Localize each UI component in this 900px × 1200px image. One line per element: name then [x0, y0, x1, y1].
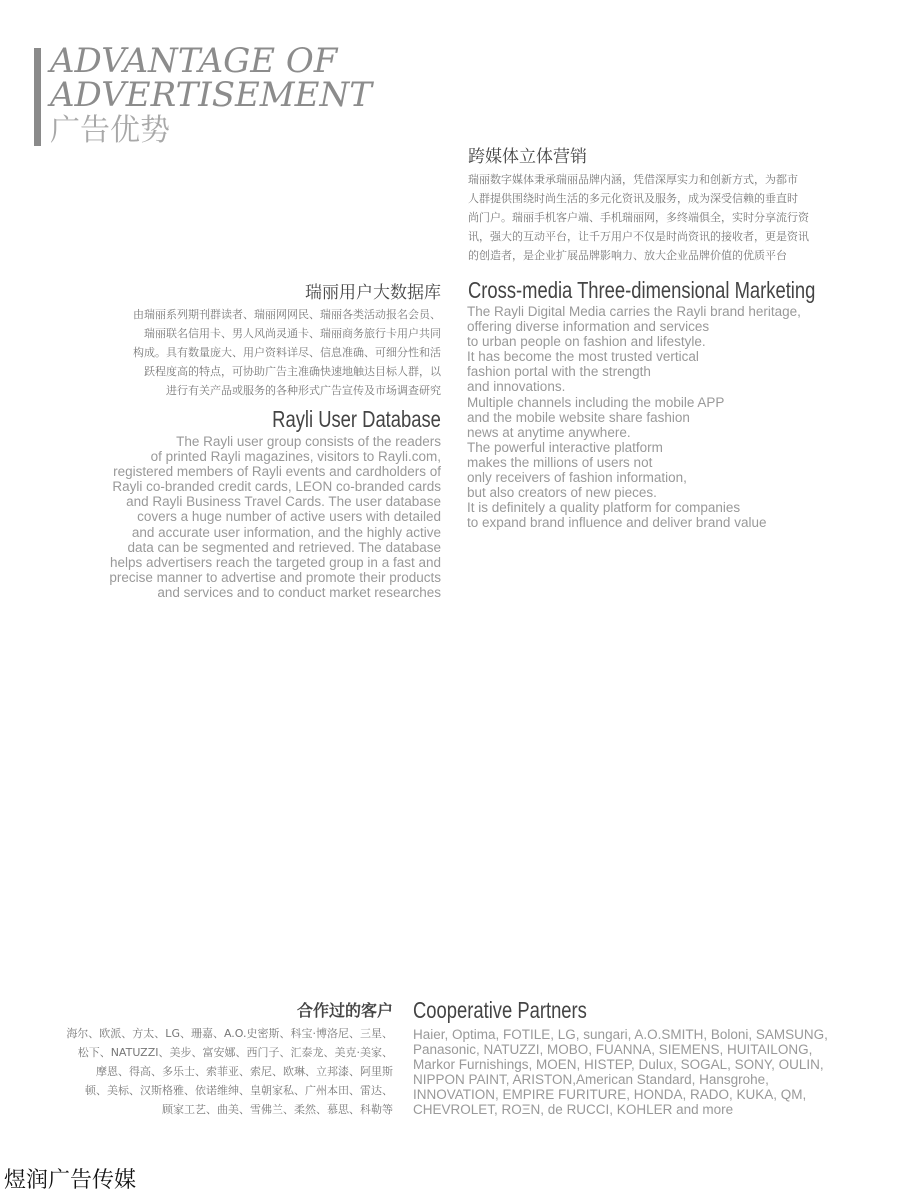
user-database-body-zh	[133, 305, 441, 400]
user-database-body-en-line: The Rayli user group consists of the readers	[176, 434, 441, 449]
user-database-body-en-line: and accurate user information, and the highly active	[131, 524, 441, 540]
cross-media-title-zh: 跨媒体立体营销	[468, 147, 587, 167]
cross-media-body-en-line: It has become the most trusted vertical	[467, 349, 699, 365]
cross-media-body-en-line: makes the millions of users not	[467, 454, 653, 470]
cross-media-body-en-line: only receivers of fashion information,	[467, 470, 687, 486]
partners-body-zh	[66, 1024, 393, 1119]
user-database-body-en	[109, 434, 441, 600]
user-database-title-zh: 瑞丽用户大数据库	[305, 283, 441, 303]
partners-body-en-line: Markor Furnishings, MOEN, HISTEP, Dulux, SOGAL, SONY, OULIN,	[413, 1057, 824, 1073]
partners-body-zh-line: 海尔、欧派、方太、LG、珊嘉、A.O.史密斯、科宝·博洛尼、三星、	[66, 1027, 393, 1040]
partners-body-zh-line: 松下、NATUZZI、美步、富安娜、西门子、汇泰龙、美克·美家、	[77, 1046, 393, 1059]
user-database-body-zh-line: 跃程度高的特点，可协助广告主准确快速地触达目标人群，以	[144, 365, 441, 378]
partners-body-en	[413, 1027, 828, 1118]
partners-body-en-line: NIPPON PAINT, ARISTON,American Standard, Hansgrohe,	[413, 1072, 769, 1088]
cross-media-body-en-line: to urban people on fashion and lifestyle.	[467, 334, 706, 350]
page-title-en-line2: ADVERTISEMENT	[50, 75, 372, 115]
cross-media-body-zh-line: 讯，强大的互动平台，让千万用户不仅是时尚资讯的接收者，更是资讯	[468, 230, 809, 243]
partners-title-en: Cooperative Partners	[413, 997, 587, 1023]
user-database-body-en-line: Rayli co-branded credit cards, LEON co-branded cards	[112, 479, 441, 495]
partners-body-en-line: CHEVROLET, ROΞN, de RUCCI, KOHLER and more	[413, 1102, 734, 1118]
partners-body-zh-line: 顾家工艺、曲美、雪佛兰、柔然、慕思、科勒等	[162, 1103, 393, 1116]
cross-media-body-en-line: offering diverse information and services	[467, 319, 710, 335]
user-database-body-en-line: covers a huge number of active users with detailed	[137, 509, 441, 525]
user-database-body-zh-line: 构成。具有数量庞大、用户资料详尽、信息准确、可细分性和活	[133, 346, 441, 359]
cross-media-body-en-line: Multiple channels including the mobile APP	[467, 394, 725, 410]
cross-media-body-zh-line: 人群提供围绕时尚生活的多元化资讯及服务，成为深受信赖的垂直时	[468, 192, 798, 205]
page-title-en-line1: ADVANTAGE OF	[50, 41, 338, 81]
cross-media-body-en	[467, 304, 801, 530]
page-title-zh: 广告优势	[50, 113, 170, 148]
cross-media-body-zh-line: 尚门户。瑞丽手机客户端、手机瑞丽网，多终端俱全，实时分享流行资	[468, 211, 809, 224]
cross-media-body-en-line: news at anytime anywhere.	[467, 424, 631, 440]
header-accent-bar	[34, 48, 41, 146]
user-database-body-en-line: helps advertisers reach the targeted group in a fast and	[110, 554, 441, 570]
user-database-body-en-line: data can be segmented and retrieved. The database	[127, 539, 441, 555]
partners-body-en-line: Haier, Optima, FOTILE, LG, sungari, A.O.SMITH, Boloni, SAMSUNG,	[413, 1027, 828, 1042]
cross-media-body-en-line: The powerful interactive platform	[467, 439, 663, 455]
user-database-body-en-line: of printed Rayli magazines, visitors to Rayli.com,	[150, 449, 441, 465]
user-database-body-en-line: registered members of Rayli events and cardholders of	[113, 464, 441, 480]
user-database-title-en: Rayli User Database	[272, 406, 441, 432]
cross-media-body-en-line: The Rayli Digital Media carries the Rayli brand heritage,	[467, 304, 801, 319]
user-database-body-en-line: and services and to conduct market researches	[157, 584, 441, 600]
cross-media-body-en-line: It is definitely a quality platform for companies	[467, 500, 741, 516]
cross-media-body-en-line: and the mobile website share fashion	[467, 409, 690, 425]
cross-media-body-en-line: and innovations.	[467, 379, 566, 395]
cross-media-body-zh-line: 瑞丽数字媒体秉承瑞丽品牌内涵，凭借深厚实力和创新方式，为都市	[468, 173, 798, 186]
user-database-body-zh-line: 由瑞丽系列期刊群读者、瑞丽网网民、瑞丽各类活动报名会员、	[133, 308, 441, 321]
partners-body-zh-line: 顿、美标、汉斯格雅、依诺维绅、皇朝家私、广州本田、雷达、	[85, 1084, 393, 1097]
cross-media-body-zh	[468, 170, 809, 265]
user-database-body-en-line: precise manner to advertise and promote their products	[109, 569, 441, 585]
cross-media-title-en: Cross-media Three-dimensional Marketing	[468, 277, 816, 303]
cross-media-body-en-line: to expand brand influence and deliver brand value	[467, 515, 767, 531]
partners-title-zh: 合作过的客户	[296, 1001, 393, 1020]
user-database-body-en-line: and Rayli Business Travel Cards. The user database	[126, 494, 441, 510]
partners-body-en-line: Panasonic, NATUZZI, MOBO, FUANNA, SIEMENS, HUITAILONG,	[413, 1042, 813, 1058]
cross-media-body-zh-line: 的创造者，是企业扩展品牌影响力、放大企业品牌价值的优质平台	[468, 249, 787, 262]
partners-body-en-line: INNOVATION, EMPIRE FURITURE, HONDA, RADO, KUKA, QM,	[413, 1087, 807, 1103]
partners-body-zh-line: 摩恩、得高、多乐士、索菲亚、索尼、欧琳、立邦漆、阿里斯	[96, 1065, 393, 1078]
user-database-body-zh-line: 瑞丽联名信用卡、男人风尚灵通卡、瑞丽商务旅行卡用户共同	[144, 327, 441, 340]
cross-media-body-en-line: fashion portal with the strength	[467, 364, 651, 380]
cross-media-body-en-line: but also creators of new pieces.	[467, 485, 657, 501]
footer-company-name: 煜润广告传媒	[4, 1168, 137, 1193]
user-database-body-zh-line: 进行有关产品或服务的各种形式广告宣传及市场调查研究	[166, 384, 441, 397]
